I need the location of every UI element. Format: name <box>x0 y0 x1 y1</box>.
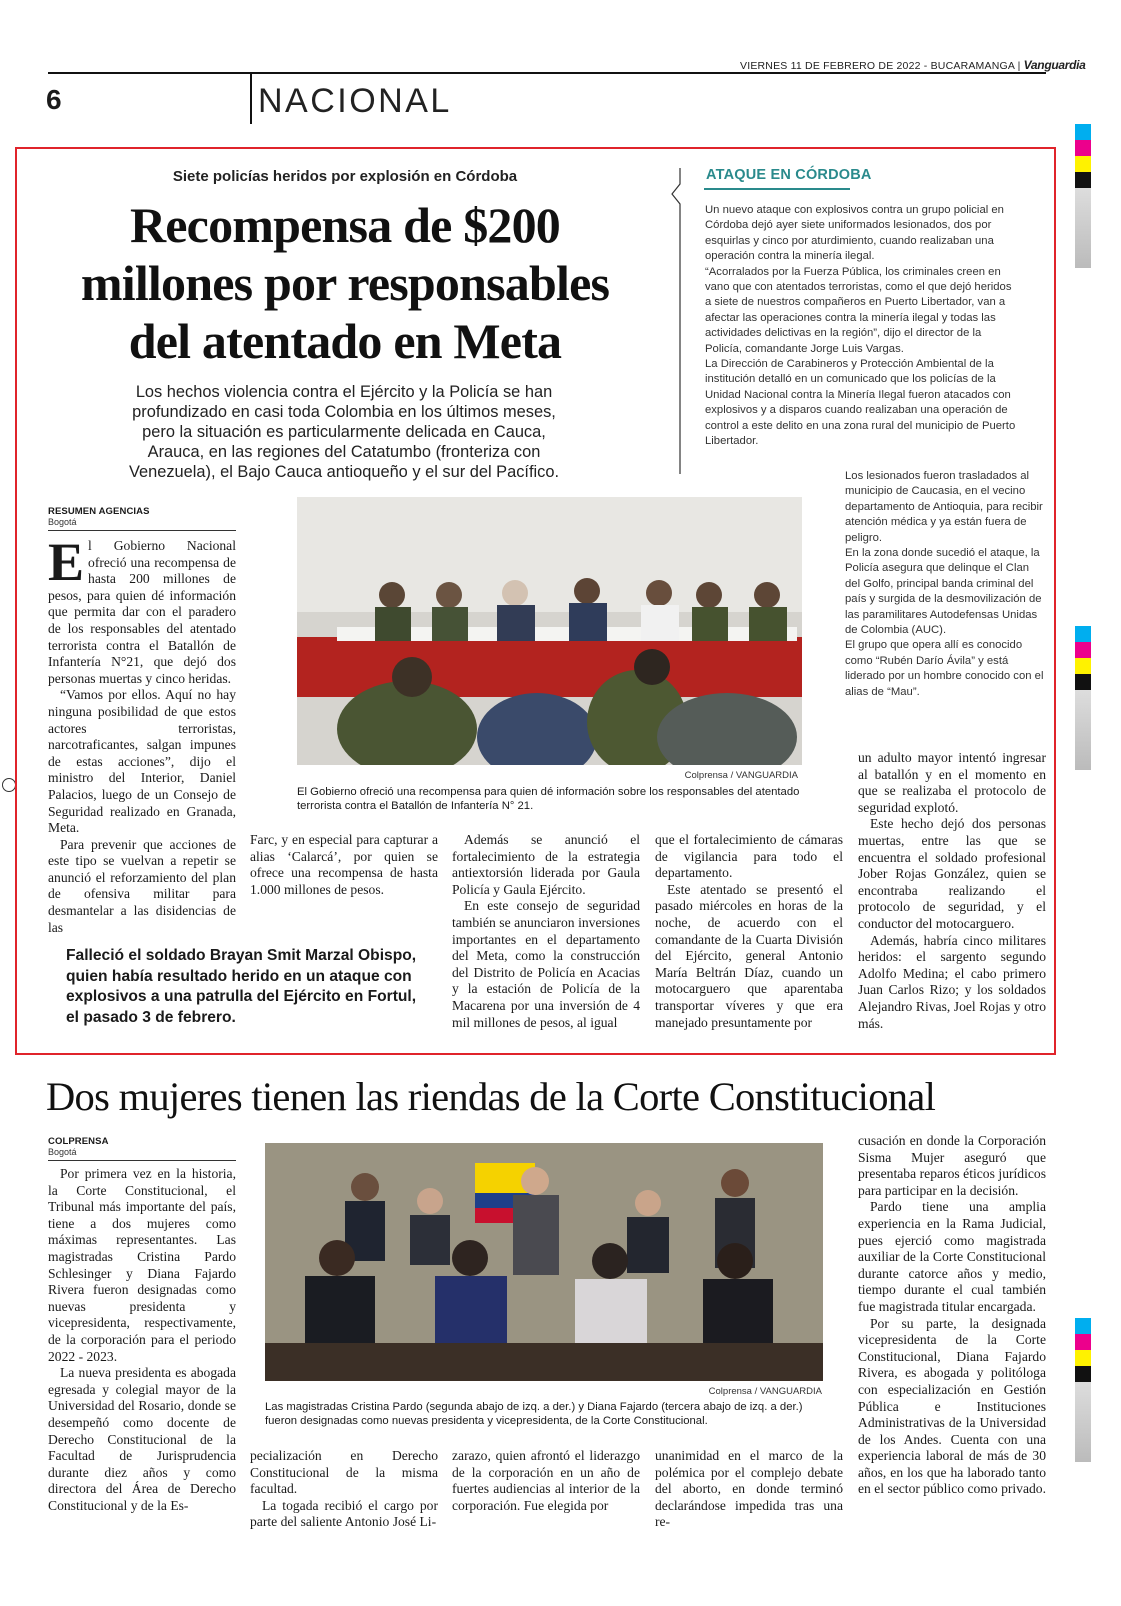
article-2-photo-credit: Colprensa / VANGUARDIA <box>708 1386 822 1397</box>
sidebar-paragraph-1: Un nuevo ataque con explosivos contra un grupo policial en Córdoba dejó ayer siete uniformados lesionados, dos por esquirlas y cinco por aturdimiento, cuando realizaban una operación contra la minería ilegal. <box>705 204 1004 263</box>
byline-rule <box>48 530 236 531</box>
article-paragraph: Este hecho dejó dos personas muertas, entre las que se encuentra el soldado profesional Jober Rojas González, quien se encontraba realizando el protocolo de seguridad, y el conductor del motocarguero. <box>858 816 1046 931</box>
article-paragraph: Pardo tiene una amplia experiencia en la Rama Judicial, pues ejerció como magistrada auxiliar de la Corte Constitucional durante catorce años y medio, tiempo durante el cual también fue magistrada titular encargada. <box>858 1199 1046 1314</box>
article-paragraph: Este atentado se presentó el pasado miércoles en horas de la noche, de acuerdo con el comandante de la Cuarta División del Ejército, general Antonio María Beltrán Díaz, cuando un motocarguero que aparentaba transportar víveres y que era manejado presuntamente por <box>655 881 843 1030</box>
article-paragraph: pecialización en Derecho Constitucional de la misma facultad. <box>250 1448 438 1497</box>
article-photo-meeting <box>297 497 802 765</box>
byline-agency: COLPRENSA <box>48 1136 109 1147</box>
drop-cap: E <box>48 532 85 592</box>
article-paragraph: Además se anunció el fortalecimiento de la estrategia antiextorsión liderada por Gaula Policía y Gaula Ejército. <box>452 832 640 897</box>
sidebar-paragraph-2: “Acorralados por la Fuerza Pública, los criminales creen en vano que con atentados terroristas, como el que dejó heridos a siete de nuestros compañeros en Puerto Libertador, van a afectar las operaciones contra la minería ilegal y todas las actividades delictivas en la región”, dijo el director de la Policía, comandante Jorge Luis Vargas. <box>705 265 1012 355</box>
article-paragraph: Farc, y en especial para capturar a alias ‘Calarcá’, por quien se ofrece una recompensa de hasta 1.000 millones de pesos. <box>250 832 438 897</box>
article-2-photo-caption: Las magistradas Cristina Pardo (segunda abajo de izq. a der.) y Diana Fajardo (tercera abajo de izq. a der.) fueron designadas como nuevas presidenta y vicepresidenta, de la Corte Constitucional. <box>265 1401 803 1427</box>
sidebar-body-bottom <box>845 469 1045 700</box>
article-column-1 <box>48 532 236 936</box>
sidebar-paragraph-4: Los lesionados fueron trasladados al municipio de Caucasia, en el vecino departamento de Antioquia, para recibir atención médica y ya están fuera de peligro. <box>845 470 1043 544</box>
byline-location: Bogotá <box>48 1147 77 1157</box>
photo-credit: Colprensa / VANGUARDIA <box>684 770 798 781</box>
color-registration-marks-bottom <box>1075 1318 1091 1382</box>
article-column-4 <box>655 832 843 1031</box>
article-paragraph: unanimidad en el marco de la polémica por el complejo debate del aborto, en donde terminó declarándose impedida tras una re- <box>655 1448 843 1530</box>
photo-caption: El Gobierno ofreció una recompensa para quien dé información sobre los responsables del atentado terrorista contra el Batallón de Infantería N° 21. <box>297 786 800 812</box>
headline-line-1: Recompensa de $200 <box>129 197 560 253</box>
gray-scale-bar-bottom <box>1075 1382 1091 1462</box>
article-2-headline: Dos mujeres tienen las riendas de la Corte Constitucional <box>46 1074 936 1119</box>
section-divider <box>250 74 252 124</box>
article-paragraph: Para prevenir que acciones de este tipo se vuelvan a repetir se anunció el reforzamiento del plan de ofensiva militar para desmantelar a las disidencias de las <box>48 836 236 935</box>
article-2-column-5 <box>858 1133 1046 1498</box>
article-2-photo-magistrates <box>265 1143 823 1381</box>
sidebar-title-underline <box>704 188 850 190</box>
article-deck: Los hechos violencia contra el Ejército y la Policía se han profundizado en casi toda Colombia en los últimos meses, pero la situación es particularmente delicada en Cauca, Arauca, en las regiones del Catatumbo (fronteriza con Venezuela), el Bajo Cauca antioqueño y el sur del Pacífico. <box>128 383 560 481</box>
article-paragraph: La nueva presidenta es abogada egresada y colegial mayor de la Universidad del Rosario, donde se desempeñó como docente de Derecho Constitucional de la Facultad de Jurisprudencia durante diez años y como directora del Área de Derecho Constitucional y de la Es- <box>48 1365 236 1513</box>
article-column-3 <box>452 832 640 1031</box>
header-rule <box>48 72 1046 74</box>
byline-agency: RESUMEN AGENCIAS <box>48 506 150 517</box>
color-registration-marks-top <box>1075 124 1091 188</box>
article-callout: Falleció el soldado Brayan Smit Marzal Obispo, quien había resultado herido en un ataque con explosivos a una patrulla del Ejército en Fortul, el pasado 3 de febrero. <box>66 947 417 1026</box>
article-headline <box>40 196 650 370</box>
article-paragraph: que el fortalecimiento de cámaras de vigilancia para todo el departamento. <box>655 832 843 881</box>
dateline <box>740 58 1086 72</box>
masthead-logo: Vanguardia <box>1023 58 1086 72</box>
byline-location: Bogotá <box>48 517 77 527</box>
article-2-column-1 <box>48 1166 236 1514</box>
crosshair-mark <box>2 778 16 792</box>
article-2-column-3 <box>452 1448 640 1514</box>
article-paragraph: “Vamos por ellos. Aquí no hay ninguna posibilidad de que estos actores terroristas, narcotraficantes, salgan impunes de estas acciones”, dijo el ministro del Interior, Daniel Palacios, luego de un Consejo de Seguridad realizado en Granada, Meta. <box>48 687 236 836</box>
article-2-byline <box>48 1136 236 1161</box>
gray-scale-bar-middle <box>1075 690 1091 770</box>
sidebar-paragraph-5: En la zona donde sucedió el ataque, la Policía asegura que delinque el Clan del Golfo, principal banda criminal del país y surgida de la desmovilización de las paramilitares Autodefensas Unidas de Colombia (AUC). <box>845 547 1042 637</box>
article-paragraph: un adulto mayor intentó ingresar al batallón y en el momento en que se realizaba el protocolo de seguridad explotó. <box>858 750 1046 815</box>
sidebar-title: ATAQUE EN CÓRDOBA <box>706 167 872 183</box>
page-number: 6 <box>46 84 62 115</box>
section-title: NACIONAL <box>258 82 452 120</box>
dateline-text: VIERNES 11 DE FEBRERO DE 2022 - BUCARAMANGA | <box>740 60 1021 72</box>
article-paragraph: cusación en donde la Corporación Sisma Mujer aseguró que presentaba reparos éticos jurídicos para participar en la decisión. <box>858 1133 1046 1198</box>
article-2-column-4 <box>655 1448 843 1531</box>
article-kicker: Siete policías heridos por explosión en Córdoba <box>172 168 518 185</box>
headline-line-3: del atentado en Meta <box>128 313 562 369</box>
article-paragraph: Por su parte, la designada vicepresidenta de la Corte Constitucional, Diana Fajardo Rivera, es abogada y politóloga con especialización en Gestión Pública e Instituciones Administrativas de la Universidad de los Andes. Cuenta con una experiencia laboral de más de 30 años, en los que ha laborado tanto en el sector público como privado. <box>858 1315 1046 1497</box>
article-2-column-2 <box>250 1448 438 1531</box>
article-paragraph: En este consejo de seguridad también se anunciaron inversiones importantes en el departamento del Meta, como la construcción del Distrito de Policía en Acacias y la estación de Policía de la Macarena por una inversión de 4 mil millones de pesos, al igual <box>452 898 640 1030</box>
color-registration-marks-middle <box>1075 626 1091 690</box>
article-column-2 <box>250 832 438 898</box>
gray-scale-bar-top <box>1075 188 1091 268</box>
headline-line-2: millones por responsables <box>80 255 610 311</box>
sidebar-body-top <box>705 203 1017 450</box>
sidebar-bracket <box>670 166 694 476</box>
article-byline <box>48 506 236 531</box>
byline-rule <box>48 1160 236 1161</box>
article-paragraph: Por primera vez en la historia, la Corte Constitucional, el Tribunal más importante del país, tiene a dos mujeres como máximas representantes. Las magistradas Cristina Pardo Schlesinger y Diana Fajardo Rivera fueron designadas como nuevas presidenta y vicepresidenta, respectivamente, de la corporación para el periodo 2022 - 2023. <box>48 1166 236 1364</box>
sidebar-paragraph-3: La Dirección de Carabineros y Protección Ambiental de la institución detalló en un comunicado que los policías de la Unidad Nacional contra la Minería Ilegal fueron atacados con explosivos y a disparos cuando realizaban una operación de control a este delito en una zona rural del municipio de Puerto Libertador. <box>705 358 1016 448</box>
article-paragraph: zarazo, quien afrontó el liderazgo de la corporación en un año de fuertes audiencias al interior de la corporación. Fue elegida por <box>452 1448 640 1513</box>
sidebar-paragraph-6: El grupo que opera allí es conocido como “Rubén Darío Ávila” y está liderado por un hombre conocido con el alias de “Mau”. <box>845 639 1044 698</box>
article-lead-paragraph: El Gobierno Nacional ofreció una recompensa de hasta 200 millones de pesos, para quien dé información que permita dar con el paradero de los responsables del atentado terrorista contra el Batallón de Infantería N°21, que dejó dos personas muertas y cinco heridas. <box>48 532 236 686</box>
article-paragraph: La togada recibió el cargo por parte del saliente Antonio José Li- <box>250 1497 438 1530</box>
article-paragraph: Además, habría cinco militares heridos: el sargento segundo Adolfo Medina; el cabo primero Juan Carlos Rizo; y los soldados Alejandro Rivas, Joel Rojas y otro más. <box>858 932 1046 1031</box>
article-column-5 <box>858 750 1046 1032</box>
